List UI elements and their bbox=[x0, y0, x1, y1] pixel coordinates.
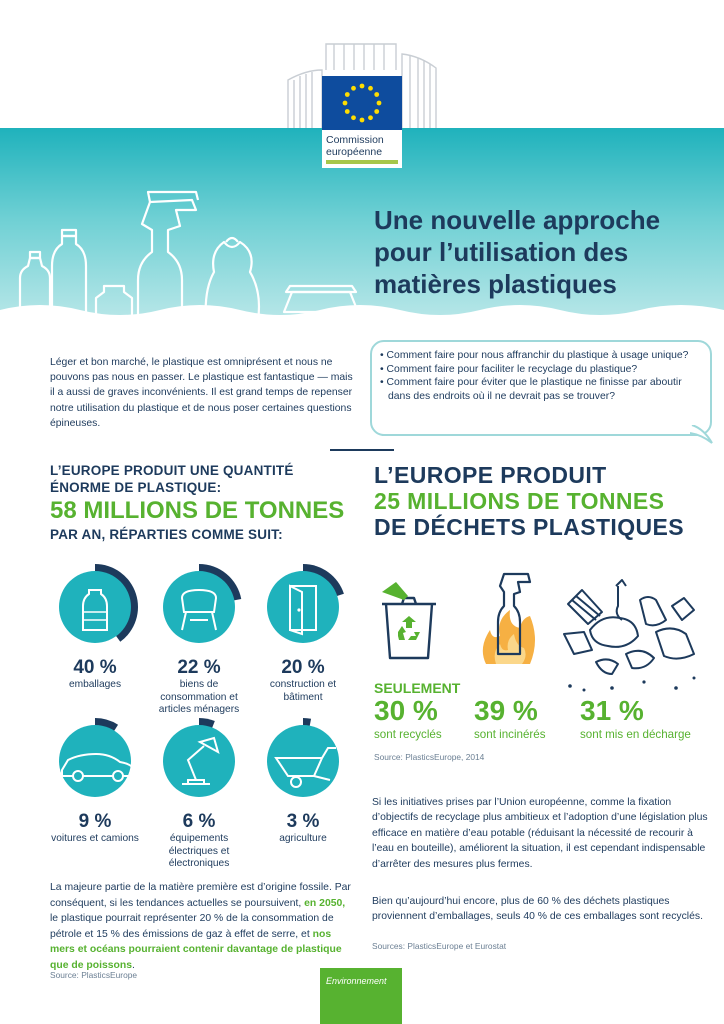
question-item: • Comment faire pour éviter que le plastique ne finisse par aboutir dans des endroits où il ne devrait pas se trouver? bbox=[380, 376, 702, 403]
logo-line2: européenne bbox=[326, 146, 383, 158]
stat-incinerated-pct: 39 % bbox=[474, 695, 538, 726]
left-heading-3: PAR AN, RÉPARTIES COMME SUIT: bbox=[50, 527, 283, 542]
page-title: Une nouvelle approche pour l’utilisation des matières plastiques bbox=[374, 205, 661, 299]
wave-divider bbox=[0, 296, 724, 330]
left-heading-1: L’EUROPE PRODUIT UNE QUANTITÉ ÉNORME DE PLASTIQUE: bbox=[50, 463, 294, 495]
question-item: • Comment faire pour faciliter le recyclage du plastique? bbox=[380, 363, 702, 377]
right-heading: L’EUROPE PRODUIT 25 MILLIONS DE TONNES DE DÉCHETS PLASTIQUES bbox=[374, 462, 684, 540]
intro-paragraph: Léger et bon marché, le plastique est omniprésent et nous ne pouvons pas nous en passer. Le plastique est fantastique — mais il a aussi de graves inconvénients. Il est grand temps de repenser notre utilisation du plastique et de nous poser certaines questions épineuses. bbox=[50, 357, 353, 429]
right-source-2: Sources: PlasticsEurope et Eurostat bbox=[372, 941, 507, 951]
eu-initiatives-paragraph: Si les initiatives prises par l’Union européenne, comme la fixation d’objectifs de recyclage plus ambitieux et l’adoption d’une législation plus efficace en matière d’eau potable (réduisant la nécessité de recourir à l’eau en bouteille), améliorent la situation, il est cependant indispensable d’arrêter des mesures plus fermes. bbox=[372, 797, 708, 870]
speech-tail-icon bbox=[690, 425, 714, 445]
category-packaging: 40 % emballages bbox=[45, 560, 145, 692]
door-icon bbox=[256, 560, 350, 654]
category-electrical: 6 % équipements électriques et électroniques bbox=[149, 714, 249, 871]
incineration-bottle-icon bbox=[478, 570, 540, 666]
left-heading-total: 58 MILLIONS DE TONNES bbox=[50, 497, 345, 524]
separator bbox=[330, 449, 394, 451]
eu-flag-icon bbox=[322, 76, 402, 130]
packaging-paragraph: Bien qu’aujourd’hui encore, plus de 60 % des déchets plastiques proviennent d’emballages, seuls 40 % de ces emballages sont recyclés. bbox=[372, 896, 703, 923]
stat-landfill-label: sont mis en décharge bbox=[580, 728, 691, 741]
only-label: SEULEMENT bbox=[374, 680, 461, 696]
bottle-icon bbox=[48, 560, 142, 654]
car-icon bbox=[48, 714, 142, 808]
landfill-waste-icon bbox=[556, 570, 706, 700]
stat-incinerated-label: sont incinérés bbox=[474, 728, 546, 741]
stat-landfill-pct: 31 % bbox=[580, 695, 644, 726]
environment-tag: Environnement bbox=[320, 968, 402, 1024]
logo-line1: Commission bbox=[326, 134, 384, 146]
question-item: • Comment faire pour nous affranchir du plastique à usage unique? bbox=[380, 349, 702, 363]
commission-logo bbox=[322, 76, 402, 168]
questions-box bbox=[370, 340, 712, 436]
logo-underline bbox=[326, 160, 398, 164]
stat-recycled-pct: 30 % bbox=[374, 695, 438, 726]
left-source: Source: PlasticsEurope bbox=[50, 970, 138, 980]
lamp-icon bbox=[152, 714, 246, 808]
stat-recycled-label: sont recyclés bbox=[374, 728, 442, 741]
category-vehicles: 9 % voitures et camions bbox=[45, 714, 145, 846]
right-source: Source: PlasticsEurope, 2014 bbox=[374, 752, 485, 762]
fossil-paragraph: La majeure partie de la matière première est d’origine fossile. Par conséquent, si les tendances actuelles se poursuivent, en 2050, le plastique pourrait représenter 20 % de la consommation de pétrole et 15 % des émissions de gaz à effet de serre, et nos mers et océans pourraient contenir davantage de plastique que de poissons. bbox=[50, 882, 351, 971]
category-agriculture: 3 % agriculture bbox=[253, 714, 353, 846]
wheelbarrow-icon bbox=[256, 714, 350, 808]
recycling-bin-icon bbox=[378, 578, 440, 662]
category-consumer-goods: 22 % biens de consommation et articles ménagers bbox=[149, 560, 249, 717]
category-construction: 20 % construction et bâtiment bbox=[253, 560, 353, 704]
chair-icon bbox=[152, 560, 246, 654]
